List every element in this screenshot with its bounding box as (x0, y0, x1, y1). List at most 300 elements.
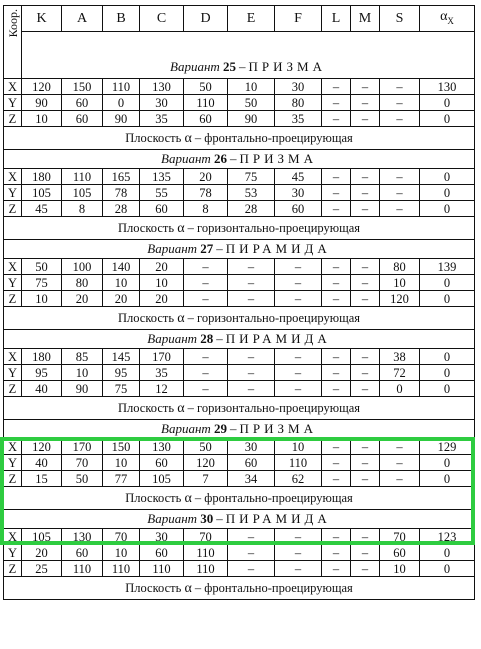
value-cell: 0 (420, 201, 475, 217)
value-cell: – (322, 201, 351, 217)
value-cell: 60 (380, 545, 420, 561)
value-cell: 0 (420, 169, 475, 185)
value-cell: – (184, 275, 228, 291)
value-cell: 30 (228, 439, 275, 455)
value-cell: 8 (62, 201, 103, 217)
koor-header-cell (4, 6, 22, 79)
value-cell: 60 (140, 545, 184, 561)
plane-row (4, 397, 475, 420)
plane-row (4, 307, 475, 330)
variant-number: 30 (200, 511, 214, 526)
plane-row (4, 487, 475, 510)
value-cell: 75 (228, 169, 275, 185)
value-cell: 10 (380, 561, 420, 577)
value-cell: – (351, 471, 380, 487)
variant-word: Вариант (161, 421, 211, 436)
value-cell: – (228, 291, 275, 307)
value-cell: – (184, 259, 228, 275)
variant-number: 28 (200, 331, 214, 346)
variant-number: 29 (214, 421, 228, 436)
axis-cell: Z (4, 111, 22, 127)
variant-word: Вариант (170, 59, 220, 74)
value-cell: 0 (420, 545, 475, 561)
value-cell: – (351, 365, 380, 381)
value-cell: 90 (62, 381, 103, 397)
value-cell: 0 (420, 185, 475, 201)
value-cell: 35 (275, 111, 322, 127)
value-cell: 10 (103, 275, 140, 291)
value-cell: – (275, 529, 322, 545)
axis-cell: Z (4, 561, 22, 577)
value-cell: 75 (103, 381, 140, 397)
value-cell: 28 (228, 201, 275, 217)
value-cell: – (380, 471, 420, 487)
value-cell: 40 (22, 381, 62, 397)
value-cell: – (351, 349, 380, 365)
value-cell: – (322, 381, 351, 397)
value-cell: 28 (103, 201, 140, 217)
value-cell: – (322, 259, 351, 275)
value-cell: 40 (22, 455, 62, 471)
variant-title-row (4, 240, 475, 259)
value-cell: 45 (275, 169, 322, 185)
value-cell: 0 (420, 381, 475, 397)
axis-cell: Y (4, 185, 22, 201)
value-cell: – (275, 259, 322, 275)
value-cell: 10 (140, 275, 184, 291)
value-cell: 12 (140, 381, 184, 397)
value-cell: – (351, 439, 380, 455)
variant-shape: ПРИЗМА (248, 59, 326, 74)
variant-title-row (4, 150, 475, 169)
value-cell: – (275, 291, 322, 307)
plane-alpha-symbol: α (184, 490, 192, 506)
value-cell: – (351, 291, 380, 307)
value-cell: 60 (275, 201, 322, 217)
value-cell: – (351, 185, 380, 201)
col-header-a: A (62, 6, 103, 32)
variant-title (22, 32, 475, 79)
col-header-alpha-x (420, 6, 475, 32)
value-cell: 20 (184, 169, 228, 185)
value-cell: 35 (140, 111, 184, 127)
value-cell: – (322, 275, 351, 291)
variant-number: 27 (200, 241, 214, 256)
value-cell: 10 (103, 545, 140, 561)
plane-text (4, 577, 475, 600)
value-cell: 80 (275, 95, 322, 111)
value-cell: 30 (140, 95, 184, 111)
value-cell: 110 (62, 561, 103, 577)
axis-cell: X (4, 349, 22, 365)
value-cell: 35 (140, 365, 184, 381)
coord-row (4, 95, 475, 111)
value-cell: 7 (184, 471, 228, 487)
coord-row (4, 185, 475, 201)
value-cell: – (351, 169, 380, 185)
variant-title (4, 150, 475, 169)
value-cell: 38 (380, 349, 420, 365)
coord-row (4, 169, 475, 185)
value-cell: 110 (275, 455, 322, 471)
axis-cell: Y (4, 275, 22, 291)
value-cell: – (351, 95, 380, 111)
coord-row (4, 291, 475, 307)
value-cell: – (322, 455, 351, 471)
value-cell: 139 (420, 259, 475, 275)
coord-row (4, 439, 475, 455)
value-cell: 50 (62, 471, 103, 487)
alpha-symbol: α (440, 8, 448, 24)
value-cell: – (351, 381, 380, 397)
variant-dash: – (230, 421, 237, 436)
value-cell: – (351, 561, 380, 577)
value-cell: 0 (380, 381, 420, 397)
koor-label: Коор. (5, 9, 20, 38)
plane-prefix: Плоскость (125, 580, 182, 595)
value-cell: 72 (380, 365, 420, 381)
coord-row (4, 79, 475, 95)
value-cell: 110 (62, 169, 103, 185)
plane-prefix: Плоскость (117, 220, 175, 235)
header-row (4, 6, 475, 32)
variant-shape: ПИРАМИДА (225, 511, 331, 526)
value-cell: 25 (22, 561, 62, 577)
plane-suffix: – горизонтально-проецирующая (187, 220, 361, 235)
value-cell: 0 (420, 95, 475, 111)
value-cell: – (380, 439, 420, 455)
coord-row (4, 201, 475, 217)
variant-word: Вариант (147, 241, 198, 256)
value-cell: – (322, 185, 351, 201)
col-header-l: L (322, 6, 351, 32)
plane-suffix: – фронтально-проецирующая (194, 580, 353, 595)
value-cell: – (380, 79, 420, 95)
value-cell: 10 (22, 111, 62, 127)
coord-row (4, 381, 475, 397)
axis-cell: Z (4, 381, 22, 397)
value-cell: 123 (420, 529, 475, 545)
value-cell: 0 (420, 111, 475, 127)
variant-dash: – (230, 151, 237, 166)
col-header-s: S (380, 6, 420, 32)
value-cell: – (351, 455, 380, 471)
value-cell: – (322, 349, 351, 365)
value-cell: – (275, 381, 322, 397)
variant-dash: – (216, 331, 223, 346)
value-cell: 20 (62, 291, 103, 307)
value-cell: – (380, 455, 420, 471)
value-cell: 60 (140, 455, 184, 471)
value-cell: 0 (420, 275, 475, 291)
value-cell: 95 (22, 365, 62, 381)
value-cell: 60 (140, 201, 184, 217)
value-cell: 20 (140, 259, 184, 275)
value-cell: 50 (184, 439, 228, 455)
coord-row (4, 455, 475, 471)
plane-row (4, 577, 475, 600)
value-cell: – (351, 79, 380, 95)
value-cell: – (275, 349, 322, 365)
value-cell: 70 (103, 529, 140, 545)
value-cell: – (275, 545, 322, 561)
value-cell: 110 (184, 545, 228, 561)
value-cell: 30 (275, 185, 322, 201)
value-cell: – (351, 545, 380, 561)
value-cell: 90 (22, 95, 62, 111)
value-cell: 100 (62, 259, 103, 275)
coord-row (4, 365, 475, 381)
coord-row (4, 259, 475, 275)
value-cell: 8 (184, 201, 228, 217)
value-cell: 105 (62, 185, 103, 201)
value-cell: 10 (228, 79, 275, 95)
col-header-m: M (351, 6, 380, 32)
value-cell: 130 (62, 529, 103, 545)
value-cell: 105 (22, 529, 62, 545)
value-cell: 10 (275, 439, 322, 455)
variant-number: 25 (223, 59, 237, 74)
coord-row (4, 275, 475, 291)
value-cell: 120 (184, 455, 228, 471)
value-cell: – (322, 95, 351, 111)
value-cell: – (380, 185, 420, 201)
value-cell: – (380, 95, 420, 111)
variant-shape: ПИРАМИДА (225, 241, 331, 256)
variant-shape: ПИРАМИДА (225, 331, 331, 346)
value-cell: – (228, 365, 275, 381)
axis-cell: X (4, 169, 22, 185)
col-header-f: F (275, 6, 322, 32)
value-cell: – (184, 291, 228, 307)
value-cell: – (275, 365, 322, 381)
value-cell: – (322, 545, 351, 561)
variant-dash: – (216, 241, 223, 256)
value-cell: – (322, 471, 351, 487)
value-cell: 0 (420, 349, 475, 365)
col-header-b: B (103, 6, 140, 32)
value-cell: 70 (380, 529, 420, 545)
value-cell: 77 (103, 471, 140, 487)
value-cell: 110 (103, 79, 140, 95)
value-cell: 20 (103, 291, 140, 307)
variant-word: Вариант (147, 511, 198, 526)
plane-row (4, 127, 475, 150)
value-cell: 105 (140, 471, 184, 487)
variants-table (3, 5, 475, 600)
plane-suffix: – фронтально-проецирующая (194, 130, 353, 145)
axis-cell: Y (4, 545, 22, 561)
value-cell: – (351, 201, 380, 217)
coord-row (4, 529, 475, 545)
value-cell: – (228, 561, 275, 577)
value-cell: – (351, 529, 380, 545)
value-cell: 75 (22, 275, 62, 291)
value-cell: 170 (140, 349, 184, 365)
variant-shape: ПРИЗМА (239, 151, 317, 166)
value-cell: 10 (103, 455, 140, 471)
value-cell: 110 (103, 561, 140, 577)
variant-word: Вариант (161, 151, 211, 166)
value-cell: – (322, 79, 351, 95)
axis-cell: Z (4, 471, 22, 487)
value-cell: 120 (22, 79, 62, 95)
value-cell: 30 (275, 79, 322, 95)
axis-cell: Y (4, 95, 22, 111)
value-cell: 53 (228, 185, 275, 201)
plane-text (4, 397, 475, 420)
plane-prefix: Плоскость (125, 490, 182, 505)
value-cell: 105 (22, 185, 62, 201)
value-cell: 135 (140, 169, 184, 185)
axis-cell: Y (4, 365, 22, 381)
value-cell: 30 (140, 529, 184, 545)
coord-row (4, 349, 475, 365)
variant-title-row (4, 32, 475, 79)
plane-prefix: Плоскость (125, 130, 182, 145)
value-cell: 62 (275, 471, 322, 487)
axis-cell: X (4, 79, 22, 95)
variant-title-row (4, 510, 475, 529)
plane-text (4, 307, 475, 330)
value-cell: 110 (140, 561, 184, 577)
value-cell: – (184, 365, 228, 381)
coord-row (4, 471, 475, 487)
value-cell: 129 (420, 439, 475, 455)
value-cell: 50 (22, 259, 62, 275)
value-cell: 50 (184, 79, 228, 95)
value-cell: – (322, 529, 351, 545)
value-cell: 120 (380, 291, 420, 307)
value-cell: – (228, 349, 275, 365)
value-cell: 10 (22, 291, 62, 307)
variant-shape: ПРИЗМА (239, 421, 317, 436)
value-cell: 150 (62, 79, 103, 95)
value-cell: 20 (22, 545, 62, 561)
value-cell: 110 (184, 561, 228, 577)
value-cell: – (275, 561, 322, 577)
value-cell: – (351, 111, 380, 127)
alpha-subscript: X (447, 15, 454, 26)
value-cell: – (351, 259, 380, 275)
col-header-k: K (22, 6, 62, 32)
value-cell: 0 (420, 365, 475, 381)
value-cell: 20 (140, 291, 184, 307)
variant-number: 26 (214, 151, 228, 166)
axis-cell: Y (4, 455, 22, 471)
value-cell: 85 (62, 349, 103, 365)
value-cell: – (322, 291, 351, 307)
value-cell: 165 (103, 169, 140, 185)
coord-row (4, 561, 475, 577)
coord-row (4, 545, 475, 561)
axis-cell: X (4, 529, 22, 545)
value-cell: 0 (420, 455, 475, 471)
plane-text (4, 127, 475, 150)
value-cell: – (228, 275, 275, 291)
value-cell: 60 (62, 111, 103, 127)
plane-suffix: – горизонтально-проецирующая (187, 310, 361, 325)
value-cell: – (228, 529, 275, 545)
value-cell: 60 (62, 95, 103, 111)
value-cell: 95 (103, 365, 140, 381)
value-cell: 10 (62, 365, 103, 381)
plane-text (4, 217, 475, 240)
value-cell: 80 (380, 259, 420, 275)
value-cell: 0 (420, 471, 475, 487)
value-cell: 150 (103, 439, 140, 455)
plane-alpha-symbol: α (184, 130, 192, 146)
value-cell: 180 (22, 349, 62, 365)
value-cell: – (380, 169, 420, 185)
variant-title-row (4, 420, 475, 439)
plane-alpha-symbol: α (177, 400, 185, 416)
value-cell: 55 (140, 185, 184, 201)
coord-row (4, 111, 475, 127)
value-cell: – (322, 561, 351, 577)
value-cell: – (322, 111, 351, 127)
value-cell: 78 (103, 185, 140, 201)
value-cell: 0 (103, 95, 140, 111)
axis-cell: Z (4, 291, 22, 307)
value-cell: 170 (62, 439, 103, 455)
variant-word: Вариант (147, 331, 198, 346)
value-cell: 50 (228, 95, 275, 111)
plane-alpha-symbol: α (177, 310, 185, 326)
variant-title (4, 420, 475, 439)
value-cell: 78 (184, 185, 228, 201)
value-cell: 60 (228, 455, 275, 471)
value-cell: – (322, 439, 351, 455)
variant-title (4, 330, 475, 349)
axis-cell: X (4, 439, 22, 455)
value-cell: – (351, 275, 380, 291)
value-cell: – (184, 349, 228, 365)
value-cell: – (228, 259, 275, 275)
value-cell: 15 (22, 471, 62, 487)
value-cell: 70 (62, 455, 103, 471)
plane-text (4, 487, 475, 510)
value-cell: 0 (420, 561, 475, 577)
value-cell: – (380, 111, 420, 127)
plane-row (4, 217, 475, 240)
col-header-c: C (140, 6, 184, 32)
variant-title (4, 510, 475, 529)
value-cell: 60 (184, 111, 228, 127)
value-cell: – (275, 275, 322, 291)
value-cell: 145 (103, 349, 140, 365)
value-cell: – (322, 365, 351, 381)
variant-dash: – (216, 511, 223, 526)
plane-alpha-symbol: α (177, 220, 185, 236)
value-cell: 90 (103, 111, 140, 127)
value-cell: 60 (62, 545, 103, 561)
value-cell: 80 (62, 275, 103, 291)
value-cell: 34 (228, 471, 275, 487)
value-cell: – (228, 381, 275, 397)
value-cell: 140 (103, 259, 140, 275)
value-cell: – (184, 381, 228, 397)
value-cell: – (228, 545, 275, 561)
variant-dash: – (239, 59, 246, 74)
value-cell: 110 (184, 95, 228, 111)
plane-prefix: Плоскость (117, 310, 175, 325)
value-cell: 10 (380, 275, 420, 291)
variant-title-row (4, 330, 475, 349)
value-cell: 180 (22, 169, 62, 185)
col-header-d: D (184, 6, 228, 32)
value-cell: 45 (22, 201, 62, 217)
